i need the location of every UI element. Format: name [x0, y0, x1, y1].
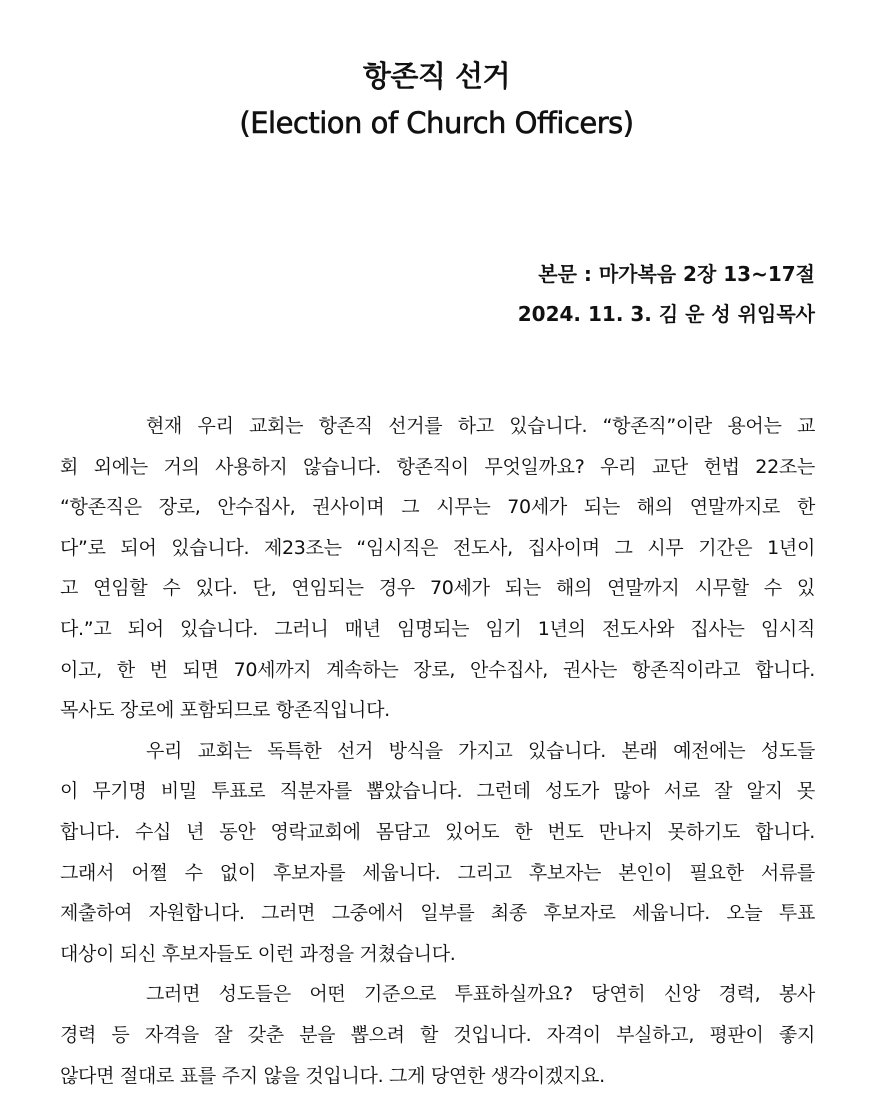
body-line: 다”로 되어 있습니다. 제23조는 “임시직은 전도사, 집사이며 그 시무 기간은 1년이 — [60, 528, 815, 569]
body-line: 합니다. 수십 년 동안 영락교회에 몸담고 있어도 한 번도 만나지 못하기도 합니다. — [60, 812, 815, 853]
body-line: 그러면 성도들은 어떤 기준으로 투표하실까요? 당연히 신앙 경력, 봉사 — [60, 974, 815, 1015]
body-line: “항존직은 장로, 안수집사, 권사이며 그 시무는 70세가 되는 해의 연말까지로 한 — [60, 487, 815, 528]
page-subtitle: (Election of Church Officers) — [0, 106, 873, 140]
body-line: 그래서 어쩔 수 없이 후보자를 세웁니다. 그리고 후보자는 본인이 필요한 서류를 — [60, 853, 815, 894]
body-line: 이 무기명 비밀 투표로 직분자를 뽑았습니다. 그런데 성도가 많아 서로 잘 알지 못 — [60, 771, 815, 812]
body-line: 이고, 한 번 되면 70세까지 계속하는 장로, 안수집사, 권사는 항존직이라고 합니다. — [60, 650, 815, 691]
page-title: 항존직 선거 — [0, 54, 873, 95]
body-line: 우리 교회는 독특한 선거 방식을 가지고 있습니다. 본래 예전에는 성도들 — [60, 731, 815, 772]
scripture-reference: 본문 : 마가복음 2장 13~17절 — [538, 258, 815, 287]
body-line: 다.”고 되어 있습니다. 그러니 매년 임명되는 임기 1년의 전도사와 집사는 임시직 — [60, 609, 815, 650]
body-line: 고 연임할 수 있다. 단, 연임되는 경우 70세가 되는 해의 연말까지 시무할 수 있 — [60, 568, 815, 609]
date-and-author: 2024. 11. 3. 김 운 성 위임목사 — [518, 298, 815, 327]
body-line: 대상이 되신 후보자들도 이런 과정을 거쳤습니다. — [60, 934, 815, 975]
body-line: 않다면 절대로 표를 주지 않을 것입니다. 그게 당연한 생각이겠지요. — [60, 1056, 815, 1096]
body-line: 제출하여 자원합니다. 그러면 그중에서 일부를 최종 후보자로 세웁니다. 오늘 투표 — [60, 893, 815, 934]
body-line: 회 외에는 거의 사용하지 않습니다. 항존직이 무엇일까요? 우리 교단 헌법 22조는 — [60, 447, 815, 488]
sermon-body — [60, 406, 815, 1096]
body-line: 현재 우리 교회는 항존직 선거를 하고 있습니다. “항존직”이란 용어는 교 — [60, 406, 815, 447]
body-line: 경력 등 자격을 잘 갖춘 분을 뽑으려 할 것입니다. 자격이 부실하고, 평판이 좋지 — [60, 1015, 815, 1056]
body-line: 목사도 장로에 포함되므로 항존직입니다. — [60, 690, 815, 731]
